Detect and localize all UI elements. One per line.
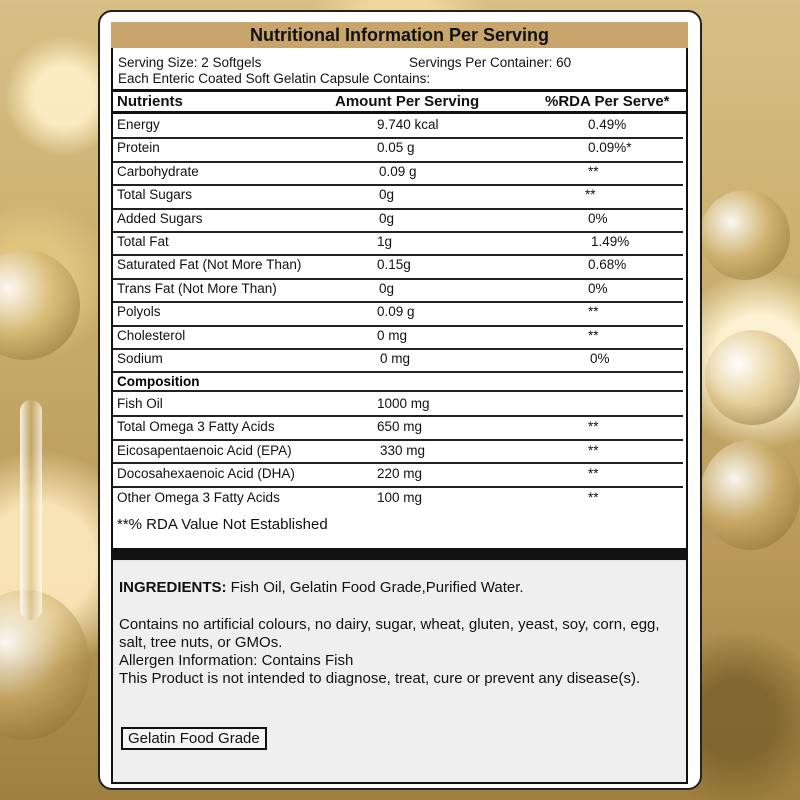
row-divider <box>113 325 683 327</box>
row-divider <box>113 390 683 392</box>
gelatin-badge: Gelatin Food Grade <box>121 727 267 750</box>
composition-rda: ** <box>588 442 599 458</box>
row-divider <box>113 161 683 163</box>
nutrient-name: Total Sugars <box>117 187 193 203</box>
row-divider <box>113 231 683 233</box>
capsule-contains: Each Enteric Coated Soft Gelatin Capsule Contains: <box>118 71 431 86</box>
composition-rda: ** <box>588 419 599 435</box>
composition-name: Other Omega 3 Fatty Acids <box>117 489 280 505</box>
nutrient-amount: 0g <box>379 280 395 296</box>
allergen-info: Allergen Information: Contains Fish <box>119 652 354 669</box>
composition-rda: ** <box>588 489 599 505</box>
nutrient-name: Saturated Fat (Not More Than) <box>117 257 302 273</box>
nutrient-rda: ** <box>588 327 599 343</box>
ingredients-label: INGREDIENTS: <box>119 579 227 596</box>
row-divider <box>113 278 683 280</box>
composition-amount: 650 mg <box>377 419 423 435</box>
nutrient-name: Protein <box>117 140 160 156</box>
nutrient-name: Sodium <box>117 351 163 366</box>
contains-no-statement: Contains no artificial colours, no dairy, sugar, wheat, gluten, yeast, soy, corn, egg, salt, tree nuts, or GMOs. <box>119 616 660 651</box>
composition-amount: 100 mg <box>377 489 423 505</box>
composition-amount: 220 mg <box>377 466 423 482</box>
background-bubble <box>705 330 800 425</box>
composition-name: Total Omega 3 Fatty Acids <box>117 419 275 435</box>
serving-size: Serving Size: 2 Softgels <box>118 55 262 70</box>
nutrient-amount: 0.15g <box>377 257 411 273</box>
row-divider <box>113 462 683 464</box>
composition-name: Eicosapentaenoic Acid (EPA) <box>117 442 292 458</box>
composition-label: Composition <box>117 374 200 389</box>
nutrient-amount: 0.09 g <box>379 163 417 179</box>
background-bubble <box>0 250 80 360</box>
column-header-nutrients: Nutrients <box>117 93 183 110</box>
nutrient-rda: 0.49% <box>588 117 627 132</box>
nutrient-rda: 0.09%* <box>588 140 632 156</box>
nutrient-rda: 0% <box>588 280 608 296</box>
nutrient-amount: 0 mg <box>377 327 408 343</box>
row-divider <box>113 486 683 488</box>
table-header-top-rule <box>113 89 686 92</box>
nutrient-name: Polyols <box>117 304 161 320</box>
row-divider <box>113 439 683 441</box>
composition-rda: ** <box>588 466 599 482</box>
composition-name: Docosahexaenoic Acid (DHA) <box>117 466 295 482</box>
nutrient-rda: 0% <box>590 351 610 366</box>
nutrient-rda: ** <box>588 163 599 179</box>
nutrient-name: Trans Fat (Not More Than) <box>117 280 277 296</box>
composition-name: Fish Oil <box>117 396 163 411</box>
row-divider <box>113 184 683 186</box>
column-header-rda: %RDA Per Serve* <box>545 93 670 110</box>
row-divider <box>113 301 683 303</box>
ingredients <box>119 579 679 596</box>
nutrient-name: Cholesterol <box>117 327 186 343</box>
nutrient-amount: 1g <box>377 234 393 249</box>
rda-footnote: **% RDA Value Not Established <box>117 516 328 533</box>
servings-per-container: Servings Per Container: 60 <box>409 55 572 70</box>
row-divider <box>113 415 683 417</box>
nutrient-name: Added Sugars <box>117 210 203 226</box>
table-header-bottom-rule <box>113 111 686 114</box>
background-test-tube <box>20 400 42 620</box>
nutrient-amount: 0g <box>379 187 395 203</box>
composition-amount: 330 mg <box>380 442 426 458</box>
nutrient-amount: 0 mg <box>380 351 411 366</box>
nutrient-rda: ** <box>585 187 596 203</box>
ingredients-text: Fish Oil, Gelatin Food Grade,Purified Water. <box>226 579 524 596</box>
row-divider <box>113 254 683 256</box>
nutrient-name: Total Fat <box>117 234 169 249</box>
disclaimer: This Product is not intended to diagnose, treat, cure or prevent any disease(s). <box>119 670 641 687</box>
nutrient-amount: 0.09 g <box>377 304 415 320</box>
nutrient-name: Carbohydrate <box>117 163 199 179</box>
section-divider <box>113 548 686 560</box>
nutrient-amount: 0.05 g <box>377 140 415 156</box>
nutrient-amount: 9.740 kcal <box>377 117 439 132</box>
page-title: Nutritional Information Per Serving <box>111 22 688 48</box>
row-divider <box>113 137 683 139</box>
nutrient-rda: ** <box>588 304 599 320</box>
nutrient-name: Energy <box>117 117 160 132</box>
row-divider <box>113 348 683 350</box>
nutrient-amount: 0g <box>379 210 395 226</box>
column-header-amount: Amount Per Serving <box>335 93 480 110</box>
background-bubble <box>700 440 800 550</box>
background-bubble <box>700 190 790 280</box>
nutrient-rda: 0.68% <box>588 257 627 273</box>
row-divider <box>113 208 683 210</box>
nutrient-rda: 1.49% <box>591 234 630 249</box>
background-bubble <box>0 590 90 740</box>
nutrient-rda: 0% <box>588 210 608 226</box>
composition-amount: 1000 mg <box>377 396 430 411</box>
